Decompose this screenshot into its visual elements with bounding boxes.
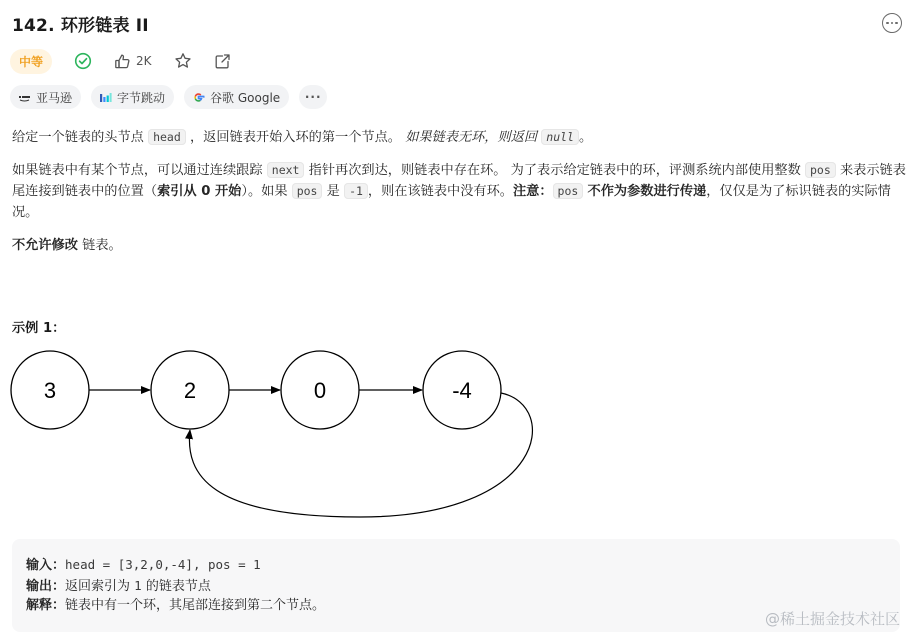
inline-code: head [148,129,186,145]
tag-label: 谷歌 Google [210,90,281,105]
title-row [12,10,906,36]
example-explanation-line: 解释：链表中有一个环，其尾部连接到第二个节点。 [26,598,326,613]
company-tags [10,85,327,109]
inline-code: pos [805,162,836,178]
tag-label: 字节跳动 [117,90,166,105]
linked-list-diagram [0,345,918,530]
amazon-icon [18,91,31,104]
svg-text:2: 2 [183,378,197,403]
inline-code: next [267,162,305,178]
description-paragraph-2: 如果链表中有某个节点，可以通过连续跟踪 next 指针再次到达，则链表中存在环。 为了表示给定链表中的环，评测系统内部使用整数 pos 来表示链表尾连接到链表中的位置（索引从 0 开始）。如果 pos 是 -1 ，则在该链表中没有环。注意： pos 不作为参数进行传递，仅仅是为了标识链表的实际情况。 [12,163,906,220]
thumbs-up-icon [114,53,131,70]
tag-google[interactable] [184,85,289,109]
like-button[interactable] [114,53,152,70]
list-node-2 [151,351,229,429]
tag-label: 亚马逊 [36,90,73,105]
tag-bytedance[interactable] [91,85,174,109]
google-icon [192,91,205,104]
inline-code: pos [553,183,584,199]
description-paragraph-3: 不允许修改 链表。 [12,238,122,253]
list-node-4 [423,351,501,429]
inline-code: null [541,129,579,145]
list-node-1 [11,351,89,429]
tag-amazon[interactable] [10,85,81,109]
svg-text:-4: -4 [452,378,472,403]
more-tags-button[interactable]: ··· [299,85,327,109]
problem-title: 142. 环形链表 II [12,15,149,36]
example-input-line: 输入：head = [3,2,0,-4], pos = 1 [26,557,261,573]
svg-text:0: 0 [313,378,327,403]
example-title: 示例 1： [12,321,66,336]
description-paragraph-1: 给定一个链表的头节点 head ，返回链表开始入环的第一个节点。 如果链表无环，则返回 null 。 [12,130,593,145]
more-options-icon[interactable] [882,13,902,33]
meta-row [10,48,231,74]
favorite-star-icon[interactable] [174,52,192,70]
example-output-line: 输出：返回索引为 1 的链表节点 [26,577,211,594]
share-icon[interactable] [214,53,231,70]
inline-code: pos [292,183,323,199]
inline-code: -1 [344,183,368,199]
solved-check-icon [74,52,92,70]
bytedance-icon [99,91,112,104]
list-node-3 [281,351,359,429]
svg-text:3: 3 [43,378,57,403]
like-count: 2K [136,54,152,68]
difficulty-badge: 中等 [10,49,52,74]
problem-description [12,127,906,268]
watermark: @稀土掘金技术社区 [764,610,900,628]
